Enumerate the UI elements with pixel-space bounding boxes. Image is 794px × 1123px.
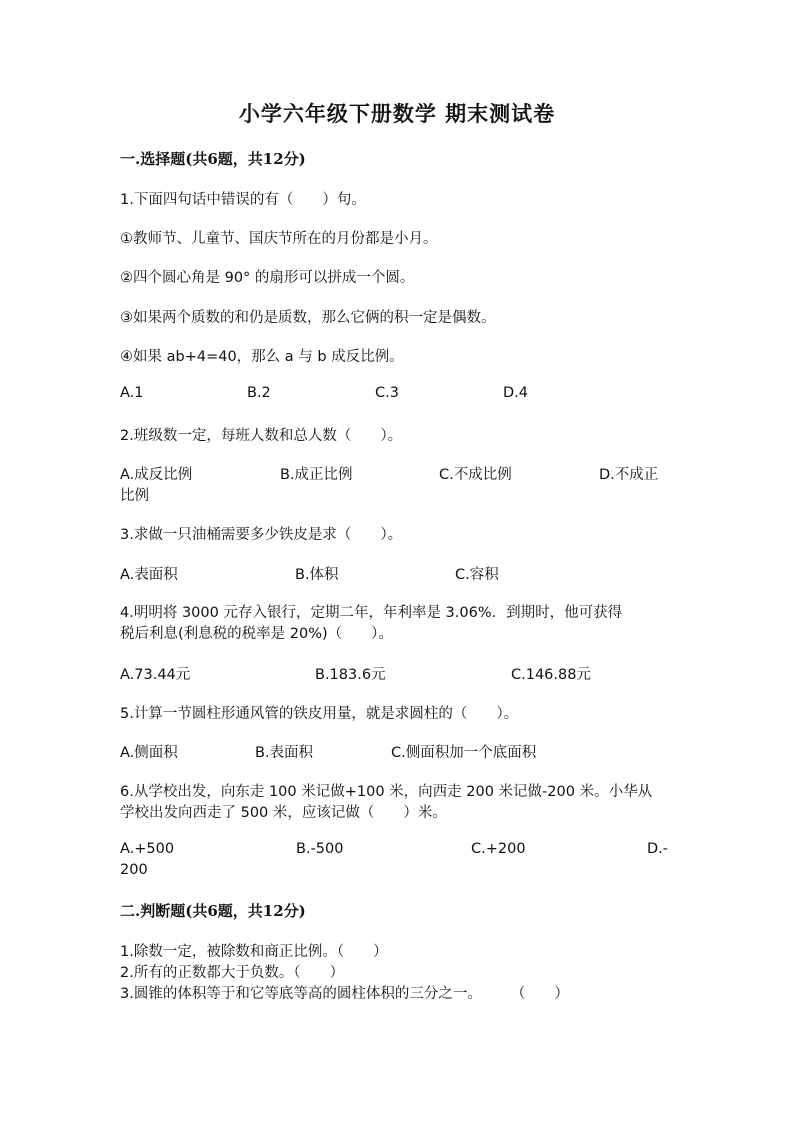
question-2-stem: 2.班级数一定，每班人数和总人数（ ）。 xyxy=(120,428,403,444)
question-6-option-d-wrap: 200 xyxy=(120,862,148,878)
question-6-stem-line-1: 6.从学校出发，向东走 100 米记做+100 米，向西走 200 米记做-200 米。小华从 xyxy=(120,784,653,800)
question-5-option-b: B.表面积 xyxy=(255,745,314,761)
question-1-statement-3: ③如果两个质数的和仍是质数，那么它俩的积一定是偶数。 xyxy=(120,310,496,326)
question-4-stem-line-2: 税后利息(利息税的税率是 20%)（ ）。 xyxy=(120,626,393,642)
question-4-option-b: B.183.6元 xyxy=(315,667,386,683)
section-heading-choice: 一.选择题(共6题，共12分) xyxy=(120,150,306,168)
question-5-stem: 5.计算一节圆柱形通风管的铁皮用量，就是求圆柱的（ ）。 xyxy=(120,706,519,722)
question-6-option-a: A.+500 xyxy=(120,841,175,857)
question-1-stem: 1.下面四句话中错误的有（ ）句。 xyxy=(120,192,366,208)
question-1-option-b: B.2 xyxy=(247,385,271,401)
question-3-option-a: A.表面积 xyxy=(120,567,178,583)
page-title: 小学六年级下册数学 期末测试卷 xyxy=(238,101,556,126)
question-2-option-d-wrap: 比例 xyxy=(120,488,149,504)
question-2-option-b: B.成正比例 xyxy=(280,467,353,483)
question-1-statement-2: ②四个圆心角是 90° 的扇形可以拼成一个圆。 xyxy=(120,270,415,286)
section-heading-true-false: 二.判断题(共6题，共12分) xyxy=(120,902,306,920)
true-false-item-1: 1.除数一定，被除数和商正比例。（ ） xyxy=(120,944,388,960)
question-2-option-c: C.不成比例 xyxy=(439,467,512,483)
question-6-stem-line-2: 学校出发向西走了 500 米，应该记做（ ）米。 xyxy=(120,805,447,821)
question-1-statement-1: ①教师节、儿童节、国庆节所在的月份都是小月。 xyxy=(120,231,438,247)
question-2-option-d: D.不成正 xyxy=(599,467,659,483)
question-3-stem: 3.求做一只油桶需要多少铁皮是求（ ）。 xyxy=(120,527,403,543)
question-6-option-c: C.+200 xyxy=(471,841,526,857)
question-3-option-b: B.体积 xyxy=(295,567,339,583)
question-1-option-a: A.1 xyxy=(120,385,144,401)
question-1-option-c: C.3 xyxy=(375,385,399,401)
question-4-option-a: A.73.44元 xyxy=(120,667,191,683)
question-1-statement-4: ④如果 ab+4=40，那么 a 与 b 成反比例。 xyxy=(120,349,404,365)
true-false-item-2: 2.所有的正数都大于负数。（ ） xyxy=(120,965,345,981)
true-false-item-3: 3.圆锥的体积等于和它等底等高的圆柱体积的三分之一。 （ ） xyxy=(120,986,569,1002)
question-2-option-a: A.成反比例 xyxy=(120,467,193,483)
question-4-stem-line-1: 4.明明将 3000 元存入银行，定期二年，年利率是 3.06%．到期时，他可获得 xyxy=(120,605,623,621)
question-6-option-d: D.- xyxy=(647,841,669,857)
question-1-option-d: D.4 xyxy=(503,385,528,401)
question-3-option-c: C.容积 xyxy=(455,567,499,583)
question-4-option-c: C.146.88元 xyxy=(511,667,591,683)
question-6-option-b: B.-500 xyxy=(296,841,344,857)
question-5-option-a: A.侧面积 xyxy=(120,745,178,761)
question-5-option-c: C.侧面积加一个底面积 xyxy=(391,745,537,761)
